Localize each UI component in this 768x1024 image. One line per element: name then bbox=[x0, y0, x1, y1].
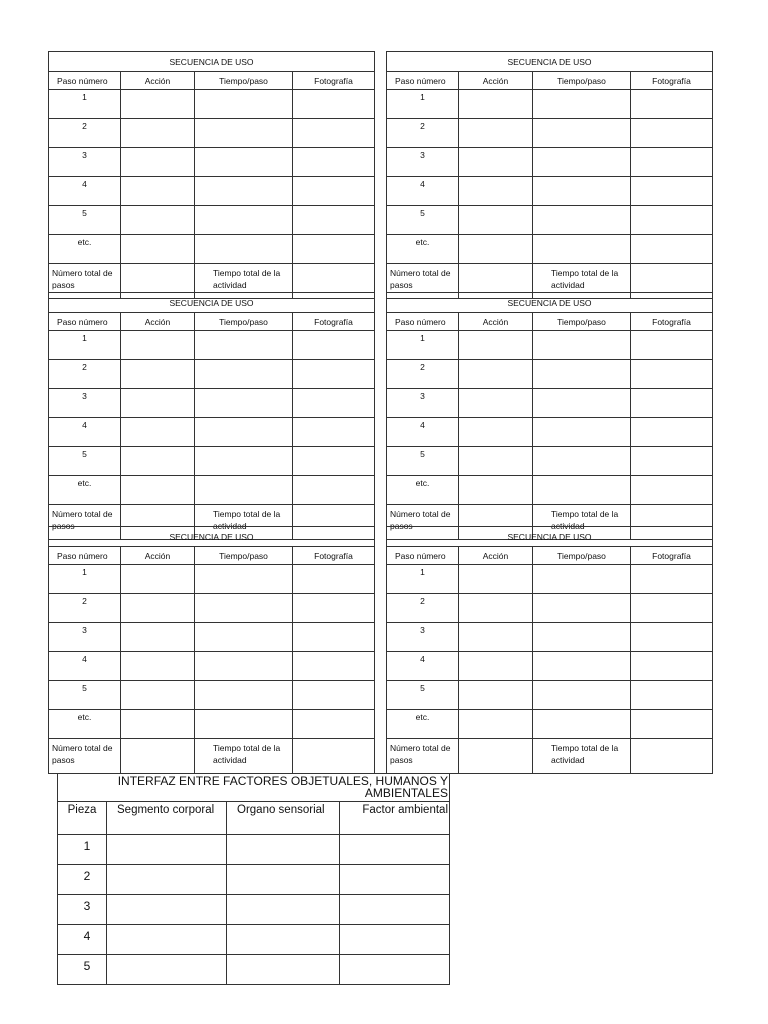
organo-cell[interactable] bbox=[227, 925, 340, 955]
tiempo-cell[interactable] bbox=[533, 148, 631, 177]
fotografia-cell[interactable] bbox=[293, 418, 375, 447]
tiempo-cell[interactable] bbox=[195, 710, 293, 739]
fotografia-cell[interactable] bbox=[631, 594, 713, 623]
step-row bbox=[387, 119, 713, 148]
tiempo-cell[interactable] bbox=[533, 652, 631, 681]
total-steps-label: Número total de pasos bbox=[387, 739, 459, 774]
step-row bbox=[49, 476, 375, 505]
interfaz-row bbox=[58, 865, 450, 895]
accion-cell[interactable] bbox=[459, 148, 533, 177]
secuencia-table-1 bbox=[48, 51, 374, 290]
header-fotografia: Fotografía bbox=[631, 313, 713, 331]
interfaz-row bbox=[58, 925, 450, 955]
fotografia-cell[interactable] bbox=[293, 389, 375, 418]
tiempo-cell[interactable] bbox=[195, 652, 293, 681]
factor-cell[interactable] bbox=[340, 955, 450, 985]
accion-cell[interactable] bbox=[459, 681, 533, 710]
fotografia-cell[interactable] bbox=[631, 235, 713, 264]
header-accion: Acción bbox=[459, 547, 533, 565]
tiempo-cell[interactable] bbox=[533, 681, 631, 710]
step-row bbox=[49, 90, 375, 119]
tiempo-cell[interactable] bbox=[533, 177, 631, 206]
total-steps-label: Número total de pasos bbox=[387, 264, 459, 299]
factor-cell[interactable] bbox=[340, 865, 450, 895]
pieza-number: 4 bbox=[58, 925, 107, 955]
fotografia-cell[interactable] bbox=[293, 476, 375, 505]
factor-cell[interactable] bbox=[340, 925, 450, 955]
accion-cell[interactable] bbox=[121, 565, 195, 594]
step-number: 2 bbox=[387, 119, 459, 148]
step-row bbox=[387, 710, 713, 739]
header-fotografia: Fotografía bbox=[293, 72, 375, 90]
total-time-cell[interactable] bbox=[631, 739, 713, 774]
accion-cell[interactable] bbox=[121, 148, 195, 177]
tiempo-cell[interactable] bbox=[195, 389, 293, 418]
step-row bbox=[387, 331, 713, 360]
total-time-label: Tiempo total de la actividad bbox=[533, 739, 631, 774]
step-row bbox=[387, 206, 713, 235]
header-tiempo-paso: Tiempo/paso bbox=[533, 313, 631, 331]
header-fotografia: Fotografía bbox=[631, 547, 713, 565]
interfaz-title: INTERFAZ ENTRE FACTORES OBJETUALES, HUMANOS Y AMBIENTALES bbox=[58, 774, 450, 802]
accion-cell[interactable] bbox=[121, 652, 195, 681]
header-paso-numero: Paso número bbox=[49, 313, 121, 331]
step-row bbox=[387, 389, 713, 418]
segmento-cell[interactable] bbox=[107, 955, 227, 985]
step-number: 2 bbox=[387, 360, 459, 389]
header-factor-ambiental: Factor ambiental bbox=[340, 802, 450, 835]
fotografia-cell[interactable] bbox=[293, 710, 375, 739]
step-number: 3 bbox=[49, 623, 121, 652]
pieza-number: 1 bbox=[58, 835, 107, 865]
step-number: 3 bbox=[49, 389, 121, 418]
step-row bbox=[387, 623, 713, 652]
accion-cell[interactable] bbox=[459, 90, 533, 119]
fotografia-cell[interactable] bbox=[631, 710, 713, 739]
step-number: 1 bbox=[49, 565, 121, 594]
step-number: etc. bbox=[49, 476, 121, 505]
header-tiempo-paso: Tiempo/paso bbox=[195, 72, 293, 90]
step-number: 2 bbox=[49, 119, 121, 148]
header-paso-numero: Paso número bbox=[387, 313, 459, 331]
step-number: 3 bbox=[387, 389, 459, 418]
tiempo-cell[interactable] bbox=[195, 235, 293, 264]
segmento-cell[interactable] bbox=[107, 835, 227, 865]
tiempo-cell[interactable] bbox=[195, 90, 293, 119]
fotografia-cell[interactable] bbox=[631, 389, 713, 418]
step-number: etc. bbox=[49, 235, 121, 264]
accion-cell[interactable] bbox=[459, 652, 533, 681]
step-row bbox=[387, 652, 713, 681]
secuencia-table-6 bbox=[386, 526, 712, 765]
header-paso-numero: Paso número bbox=[387, 547, 459, 565]
fotografia-cell[interactable] bbox=[293, 652, 375, 681]
total-time-label: Tiempo total de la actividad bbox=[195, 505, 293, 540]
step-row bbox=[49, 623, 375, 652]
accion-cell[interactable] bbox=[459, 331, 533, 360]
step-number: 1 bbox=[387, 331, 459, 360]
step-row bbox=[49, 389, 375, 418]
step-number: 4 bbox=[49, 418, 121, 447]
organo-cell[interactable] bbox=[227, 835, 340, 865]
step-number: 4 bbox=[49, 177, 121, 206]
fotografia-cell[interactable] bbox=[293, 331, 375, 360]
step-number: 1 bbox=[387, 90, 459, 119]
fotografia-cell[interactable] bbox=[631, 681, 713, 710]
step-row bbox=[387, 476, 713, 505]
fotografia-cell[interactable] bbox=[631, 206, 713, 235]
accion-cell[interactable] bbox=[121, 389, 195, 418]
step-row bbox=[49, 235, 375, 264]
step-row bbox=[387, 177, 713, 206]
step-row bbox=[49, 331, 375, 360]
step-row bbox=[387, 565, 713, 594]
segmento-cell[interactable] bbox=[107, 925, 227, 955]
step-number: 5 bbox=[387, 206, 459, 235]
step-number: 5 bbox=[49, 206, 121, 235]
step-number: 2 bbox=[49, 360, 121, 389]
tiempo-cell[interactable] bbox=[195, 565, 293, 594]
step-number: 2 bbox=[49, 594, 121, 623]
step-number: 5 bbox=[387, 681, 459, 710]
tiempo-cell[interactable] bbox=[533, 710, 631, 739]
step-number: etc. bbox=[387, 710, 459, 739]
accion-cell[interactable] bbox=[121, 235, 195, 264]
tiempo-cell[interactable] bbox=[533, 565, 631, 594]
step-row bbox=[49, 360, 375, 389]
accion-cell[interactable] bbox=[121, 710, 195, 739]
accion-cell[interactable] bbox=[459, 177, 533, 206]
header-organo-sensorial: Organo sensorial bbox=[227, 802, 340, 835]
total-steps-cell[interactable] bbox=[459, 739, 533, 774]
step-number: 2 bbox=[387, 594, 459, 623]
step-row bbox=[49, 565, 375, 594]
tiempo-cell[interactable] bbox=[533, 476, 631, 505]
step-row bbox=[387, 447, 713, 476]
step-row bbox=[49, 148, 375, 177]
header-accion: Acción bbox=[121, 547, 195, 565]
tiempo-cell[interactable] bbox=[533, 90, 631, 119]
segmento-cell[interactable] bbox=[107, 895, 227, 925]
factor-cell[interactable] bbox=[340, 835, 450, 865]
accion-cell[interactable] bbox=[459, 360, 533, 389]
accion-cell[interactable] bbox=[121, 331, 195, 360]
header-fotografia: Fotografía bbox=[293, 313, 375, 331]
fotografia-cell[interactable] bbox=[293, 90, 375, 119]
tiempo-cell[interactable] bbox=[533, 594, 631, 623]
fotografia-cell[interactable] bbox=[293, 360, 375, 389]
tiempo-cell[interactable] bbox=[195, 681, 293, 710]
tiempo-cell[interactable] bbox=[533, 235, 631, 264]
fotografia-cell[interactable] bbox=[293, 623, 375, 652]
step-number: 5 bbox=[49, 447, 121, 476]
header-accion: Acción bbox=[459, 313, 533, 331]
secuencia-table-2 bbox=[386, 51, 712, 290]
tiempo-cell[interactable] bbox=[195, 623, 293, 652]
interfaz-row bbox=[58, 835, 450, 865]
tiempo-cell[interactable] bbox=[533, 119, 631, 148]
secuencia-table-3 bbox=[48, 292, 374, 531]
fotografia-cell[interactable] bbox=[293, 594, 375, 623]
tiempo-cell[interactable] bbox=[533, 206, 631, 235]
accion-cell[interactable] bbox=[121, 418, 195, 447]
secuencia-table-4 bbox=[386, 292, 712, 531]
header-paso-numero: Paso número bbox=[49, 72, 121, 90]
step-row bbox=[49, 206, 375, 235]
secuencia-table-5 bbox=[48, 526, 374, 765]
accion-cell[interactable] bbox=[459, 710, 533, 739]
accion-cell[interactable] bbox=[121, 206, 195, 235]
step-number: 3 bbox=[387, 623, 459, 652]
secuencia-title: SECUENCIA DE USO bbox=[387, 293, 713, 313]
step-number: 4 bbox=[49, 652, 121, 681]
fotografia-cell[interactable] bbox=[293, 235, 375, 264]
step-number: 1 bbox=[387, 565, 459, 594]
step-row bbox=[387, 360, 713, 389]
fotografia-cell[interactable] bbox=[631, 476, 713, 505]
header-tiempo-paso: Tiempo/paso bbox=[533, 547, 631, 565]
header-accion: Acción bbox=[459, 72, 533, 90]
total-steps-cell[interactable] bbox=[121, 739, 195, 774]
step-row bbox=[387, 148, 713, 177]
step-row bbox=[387, 594, 713, 623]
fotografia-cell[interactable] bbox=[631, 418, 713, 447]
step-number: etc. bbox=[387, 476, 459, 505]
accion-cell[interactable] bbox=[121, 476, 195, 505]
header-fotografia: Fotografía bbox=[293, 547, 375, 565]
fotografia-cell[interactable] bbox=[631, 565, 713, 594]
fotografia-cell[interactable] bbox=[293, 565, 375, 594]
fotografia-cell[interactable] bbox=[631, 447, 713, 476]
fotografia-cell[interactable] bbox=[293, 148, 375, 177]
accion-cell[interactable] bbox=[121, 681, 195, 710]
fotografia-cell[interactable] bbox=[631, 90, 713, 119]
header-tiempo-paso: Tiempo/paso bbox=[533, 72, 631, 90]
tiempo-cell[interactable] bbox=[195, 594, 293, 623]
fotografia-cell[interactable] bbox=[631, 652, 713, 681]
step-row bbox=[49, 119, 375, 148]
step-row bbox=[387, 90, 713, 119]
total-time-cell[interactable] bbox=[293, 739, 375, 774]
accion-cell[interactable] bbox=[121, 90, 195, 119]
fotografia-cell[interactable] bbox=[293, 447, 375, 476]
tiempo-cell[interactable] bbox=[195, 148, 293, 177]
accion-cell[interactable] bbox=[459, 447, 533, 476]
header-tiempo-paso: Tiempo/paso bbox=[195, 313, 293, 331]
accion-cell[interactable] bbox=[459, 418, 533, 447]
step-number: 1 bbox=[49, 331, 121, 360]
step-number: 4 bbox=[387, 177, 459, 206]
step-number: 1 bbox=[49, 90, 121, 119]
tiempo-cell[interactable] bbox=[195, 418, 293, 447]
step-row bbox=[49, 594, 375, 623]
step-number: etc. bbox=[49, 710, 121, 739]
tiempo-cell[interactable] bbox=[533, 447, 631, 476]
fotografia-cell[interactable] bbox=[631, 177, 713, 206]
fotografia-cell[interactable] bbox=[293, 206, 375, 235]
step-row bbox=[387, 235, 713, 264]
organo-cell[interactable] bbox=[227, 895, 340, 925]
factor-cell[interactable] bbox=[340, 895, 450, 925]
step-number: 3 bbox=[387, 148, 459, 177]
interfaz-row bbox=[58, 895, 450, 925]
step-number: 3 bbox=[49, 148, 121, 177]
accion-cell[interactable] bbox=[121, 447, 195, 476]
step-row bbox=[49, 447, 375, 476]
accion-cell[interactable] bbox=[121, 623, 195, 652]
step-row bbox=[49, 177, 375, 206]
total-steps-label: Número total de pasos bbox=[387, 505, 459, 540]
accion-cell[interactable] bbox=[121, 177, 195, 206]
total-steps-label: Número total de pasos bbox=[49, 505, 121, 540]
accion-cell[interactable] bbox=[459, 476, 533, 505]
interfaz-row bbox=[58, 955, 450, 985]
accion-cell[interactable] bbox=[121, 360, 195, 389]
accion-cell[interactable] bbox=[121, 119, 195, 148]
step-number: 5 bbox=[387, 447, 459, 476]
header-tiempo-paso: Tiempo/paso bbox=[195, 547, 293, 565]
accion-cell[interactable] bbox=[459, 206, 533, 235]
organo-cell[interactable] bbox=[227, 955, 340, 985]
interfaz-table bbox=[57, 773, 449, 973]
tiempo-cell[interactable] bbox=[195, 177, 293, 206]
header-pieza: Pieza bbox=[58, 802, 107, 835]
secuencia-title: SECUENCIA DE USO bbox=[387, 52, 713, 72]
fotografia-cell[interactable] bbox=[631, 360, 713, 389]
total-time-label: Tiempo total de la actividad bbox=[195, 739, 293, 774]
tiempo-cell[interactable] bbox=[533, 331, 631, 360]
fotografia-cell[interactable] bbox=[293, 119, 375, 148]
tiempo-cell[interactable] bbox=[533, 389, 631, 418]
step-number: 5 bbox=[49, 681, 121, 710]
pieza-number: 5 bbox=[58, 955, 107, 985]
secuencia-title: SECUENCIA DE USO bbox=[49, 52, 375, 72]
accion-cell[interactable] bbox=[459, 235, 533, 264]
step-row bbox=[49, 681, 375, 710]
total-time-label: Tiempo total de la actividad bbox=[195, 264, 293, 299]
step-row bbox=[49, 652, 375, 681]
secuencia-title: SECUENCIA DE USO bbox=[387, 527, 713, 547]
accion-cell[interactable] bbox=[459, 623, 533, 652]
accion-cell[interactable] bbox=[459, 565, 533, 594]
accion-cell[interactable] bbox=[121, 594, 195, 623]
tiempo-cell[interactable] bbox=[195, 206, 293, 235]
tiempo-cell[interactable] bbox=[533, 360, 631, 389]
segmento-cell[interactable] bbox=[107, 865, 227, 895]
accion-cell[interactable] bbox=[459, 119, 533, 148]
fotografia-cell[interactable] bbox=[631, 623, 713, 652]
accion-cell[interactable] bbox=[459, 389, 533, 418]
tiempo-cell[interactable] bbox=[195, 360, 293, 389]
pieza-number: 3 bbox=[58, 895, 107, 925]
fotografia-cell[interactable] bbox=[293, 681, 375, 710]
secuencia-title: SECUENCIA DE USO bbox=[49, 293, 375, 313]
total-steps-label: Número total de pasos bbox=[49, 264, 121, 299]
header-accion: Acción bbox=[121, 72, 195, 90]
fotografia-cell[interactable] bbox=[631, 119, 713, 148]
total-time-label: Tiempo total de la actividad bbox=[533, 264, 631, 299]
tiempo-cell[interactable] bbox=[195, 447, 293, 476]
fotografia-cell[interactable] bbox=[631, 331, 713, 360]
tiempo-cell[interactable] bbox=[533, 623, 631, 652]
header-segmento-corporal: Segmento corporal bbox=[107, 802, 227, 835]
step-row bbox=[49, 710, 375, 739]
fotografia-cell[interactable] bbox=[293, 177, 375, 206]
secuencia-title: SECUENCIA DE USO bbox=[49, 527, 375, 547]
step-row bbox=[387, 418, 713, 447]
tiempo-cell[interactable] bbox=[195, 119, 293, 148]
total-time-label: Tiempo total de la actividad bbox=[533, 505, 631, 540]
fotografia-cell[interactable] bbox=[631, 148, 713, 177]
step-number: etc. bbox=[387, 235, 459, 264]
tiempo-cell[interactable] bbox=[195, 331, 293, 360]
pieza-number: 2 bbox=[58, 865, 107, 895]
total-steps-label: Número total de pasos bbox=[49, 739, 121, 774]
accion-cell[interactable] bbox=[459, 594, 533, 623]
step-row bbox=[387, 681, 713, 710]
step-number: 4 bbox=[387, 652, 459, 681]
organo-cell[interactable] bbox=[227, 865, 340, 895]
tiempo-cell[interactable] bbox=[195, 476, 293, 505]
header-fotografia: Fotografía bbox=[631, 72, 713, 90]
step-row bbox=[49, 418, 375, 447]
tiempo-cell[interactable] bbox=[533, 418, 631, 447]
header-accion: Acción bbox=[121, 313, 195, 331]
header-paso-numero: Paso número bbox=[387, 72, 459, 90]
header-paso-numero: Paso número bbox=[49, 547, 121, 565]
step-number: 4 bbox=[387, 418, 459, 447]
